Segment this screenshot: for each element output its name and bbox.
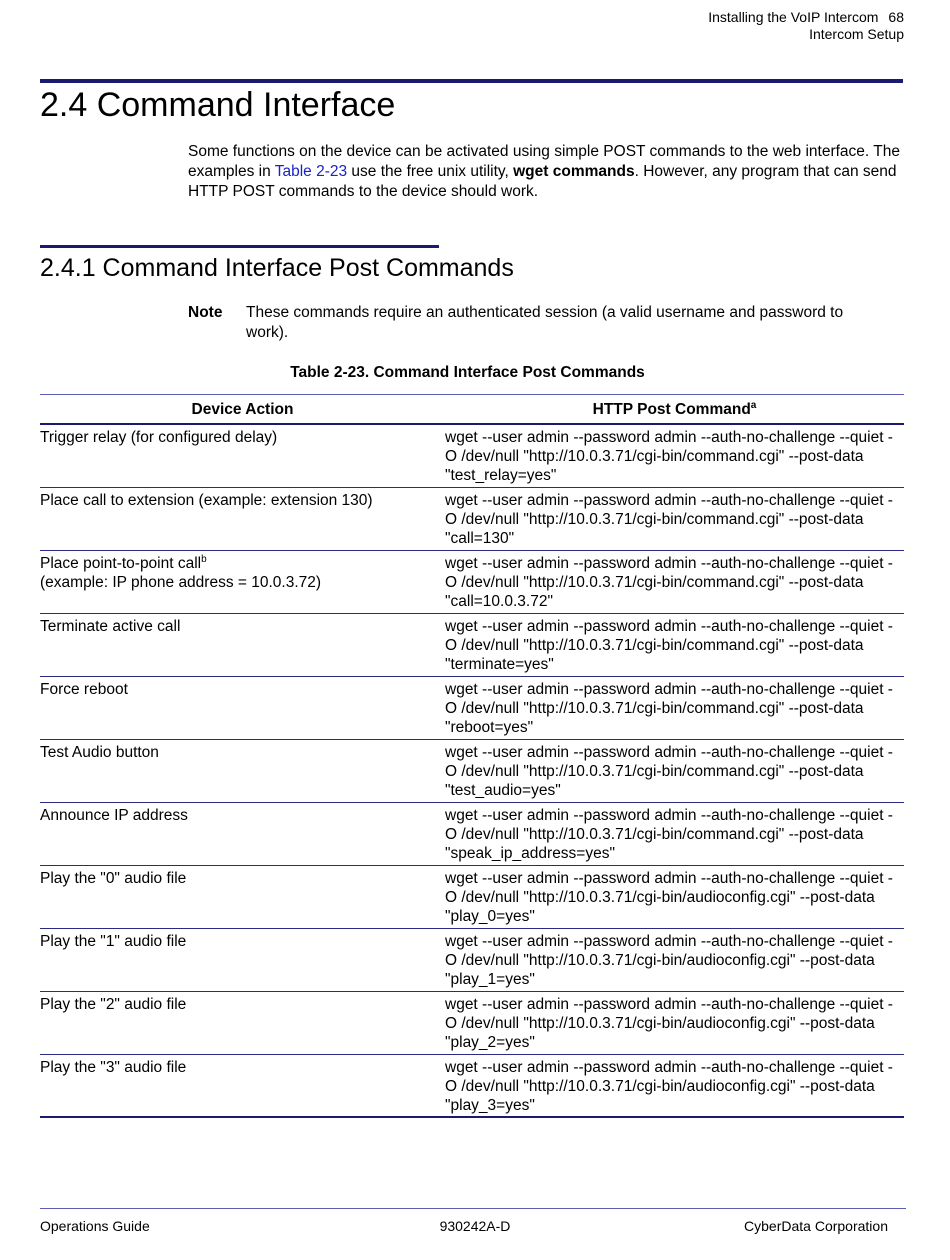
http-command-cell (445, 739, 904, 802)
http-command-cell (445, 676, 904, 739)
device-action-cell (40, 991, 445, 1054)
command-line-1: wget --user admin --password admin --auth-no-challenge --quiet - (445, 1058, 893, 1076)
command-line-2: O /dev/null "http://10.0.3.71/cgi-bin/audioconfig.cgi" --post-data (445, 888, 875, 906)
footer-rule (40, 1208, 906, 1209)
table-row (40, 991, 904, 1054)
command-line-2: O /dev/null "http://10.0.3.71/cgi-bin/command.cgi" --post-data (445, 699, 864, 717)
device-action-cell (40, 865, 445, 928)
device-action-cell (40, 550, 445, 613)
table-row (40, 613, 904, 676)
table-row (40, 928, 904, 991)
header-section: Intercom Setup (809, 26, 904, 42)
note-block (188, 303, 888, 343)
action-text: Announce IP address (40, 806, 188, 824)
http-command-cell (445, 928, 904, 991)
action-text: Trigger relay (for configured delay) (40, 429, 278, 446)
device-action-cell (40, 802, 445, 865)
command-line-1: wget --user admin --password admin --auth-no-challenge --quiet - (445, 554, 893, 572)
table-row (40, 865, 904, 928)
header-chapter: Installing the VoIP Intercom (708, 9, 879, 25)
table-row (40, 424, 904, 487)
intro-text-2: use the free unix utility, (347, 163, 514, 180)
command-line-3: "play_2=yes" (445, 1033, 535, 1051)
device-action-cell (40, 613, 445, 676)
header-chapter-line (708, 9, 904, 26)
command-line-2: O /dev/null "http://10.0.3.71/cgi-bin/audioconfig.cgi" --post-data (445, 1014, 875, 1032)
section-heading: 2.4 Command Interface (40, 86, 396, 124)
footnote-a[interactable]: a (750, 399, 757, 411)
footer-right: CyberData Corporation (744, 1218, 888, 1234)
http-command-cell (445, 1054, 904, 1117)
action-text: Force reboot (40, 680, 128, 698)
command-line-1: wget --user admin --password admin --auth-no-challenge --quiet - (445, 491, 893, 509)
action-text: Play the "0" audio file (40, 869, 187, 887)
table-row (40, 1054, 904, 1117)
action-text: Test Audio button (40, 743, 159, 761)
footnote-b[interactable]: b (201, 553, 207, 565)
table-row (40, 487, 904, 550)
intro-bold: wget commands (513, 163, 635, 180)
intro-paragraph (188, 142, 908, 202)
table-caption: Table 2-23. Command Interface Post Commands (290, 364, 645, 381)
action-text: Play the "2" audio file (40, 995, 187, 1013)
device-action-cell (40, 676, 445, 739)
action-text: Terminate active call (40, 617, 181, 635)
http-command-cell (445, 487, 904, 550)
command-line-1: wget --user admin --password admin --auth-no-challenge --quiet - (445, 932, 893, 950)
command-line-3: "test_relay=yes" (445, 467, 557, 484)
command-line-3: "play_0=yes" (445, 907, 535, 925)
device-action-cell (40, 928, 445, 991)
subsection-heading: 2.4.1 Command Interface Post Commands (40, 254, 514, 282)
table-header-row (40, 395, 904, 425)
running-header (708, 9, 904, 43)
http-command-cell (445, 865, 904, 928)
command-line-3: "play_3=yes" (445, 1096, 535, 1114)
action-text: Play the "3" audio file (40, 1058, 187, 1076)
intro-text-1: Some functions on the device can be activated using simple POST commands to the web interface. The examples in (188, 143, 900, 180)
http-command-cell (445, 991, 904, 1054)
command-line-2: O /dev/null "http://10.0.3.71/cgi-bin/audioconfig.cgi" --post-data (445, 951, 875, 969)
command-line-3: "test_audio=yes" (445, 781, 561, 799)
column-header-command: HTTP Post Command$^a$ (445, 395, 904, 425)
action-text: Place call to extension (example: extension 130) (40, 491, 373, 509)
command-line-3: "call=10.0.3.72" (445, 592, 553, 610)
device-action-cell (40, 487, 445, 550)
http-command-cell (445, 802, 904, 865)
table-row (40, 550, 904, 613)
intro-text-3: . However, any program that can send HTTP POST commands to the device should work. (188, 163, 897, 200)
command-line-2: O /dev/null "http://10.0.3.71/cgi-bin/command.cgi" --post-data (445, 448, 864, 465)
command-line-1: wget --user admin --password admin --auth-no-challenge --quiet - (445, 617, 893, 635)
footer-left: Operations Guide (40, 1218, 150, 1234)
table-row (40, 739, 904, 802)
page-number: 68 (888, 9, 904, 25)
http-command-cell (445, 424, 904, 487)
command-line-3: "speak_ip_address=yes" (445, 844, 615, 862)
http-command-cell (445, 550, 904, 613)
http-command-cell (445, 613, 904, 676)
heading-rule (40, 79, 903, 83)
command-line-1: wget --user admin --password admin --auth-no-challenge --quiet - (445, 869, 893, 887)
action-text: Play the "1" audio file (40, 932, 187, 950)
command-line-1: wget --user admin --password admin --auth-no-challenge --quiet - (445, 995, 893, 1013)
device-action-cell (40, 424, 445, 487)
command-line-3: "call=130" (445, 529, 515, 547)
command-line-3: "reboot=yes" (445, 718, 534, 736)
action-text: Place point-to-point call (40, 554, 202, 572)
command-line-1: wget --user admin --password admin --auth-no-challenge --quiet - (445, 743, 893, 761)
command-line-2: O /dev/null "http://10.0.3.71/cgi-bin/audioconfig.cgi" --post-data (445, 1077, 875, 1095)
command-line-1: wget --user admin --password admin --auth-no-challenge --quiet - (445, 680, 893, 698)
note-text: These commands require an authenticated session (a valid username and password to work). (246, 304, 844, 341)
command-line-2: O /dev/null "http://10.0.3.71/cgi-bin/command.cgi" --post-data (445, 636, 864, 654)
column-header-action: Device Action (40, 395, 445, 425)
command-line-2: O /dev/null "http://10.0.3.71/cgi-bin/command.cgi" --post-data (445, 510, 864, 528)
subheading-rule (40, 245, 439, 248)
note-label: Note (188, 304, 223, 321)
device-action-cell (40, 1054, 445, 1117)
command-table (40, 394, 904, 1118)
command-line-2: O /dev/null "http://10.0.3.71/cgi-bin/command.cgi" --post-data (445, 825, 864, 843)
table-link[interactable]: Table 2-23 (274, 163, 348, 180)
table-row (40, 676, 904, 739)
command-line-2: O /dev/null "http://10.0.3.71/cgi-bin/command.cgi" --post-data (445, 573, 864, 591)
command-line-2: O /dev/null "http://10.0.3.71/cgi-bin/command.cgi" --post-data (445, 762, 864, 780)
action-text-2: (example: IP phone address = 10.0.3.72) (40, 573, 322, 591)
footer-center: 930242A-D (439, 1218, 511, 1234)
table-row (40, 802, 904, 865)
command-line-3: "terminate=yes" (445, 655, 554, 673)
command-line-3: "play_1=yes" (445, 970, 535, 988)
command-line-1: wget --user admin --password admin --auth-no-challenge --quiet - (445, 806, 893, 824)
command-line-1: wget --user admin --password admin --auth-no-challenge --quiet - (445, 429, 893, 446)
device-action-cell (40, 739, 445, 802)
